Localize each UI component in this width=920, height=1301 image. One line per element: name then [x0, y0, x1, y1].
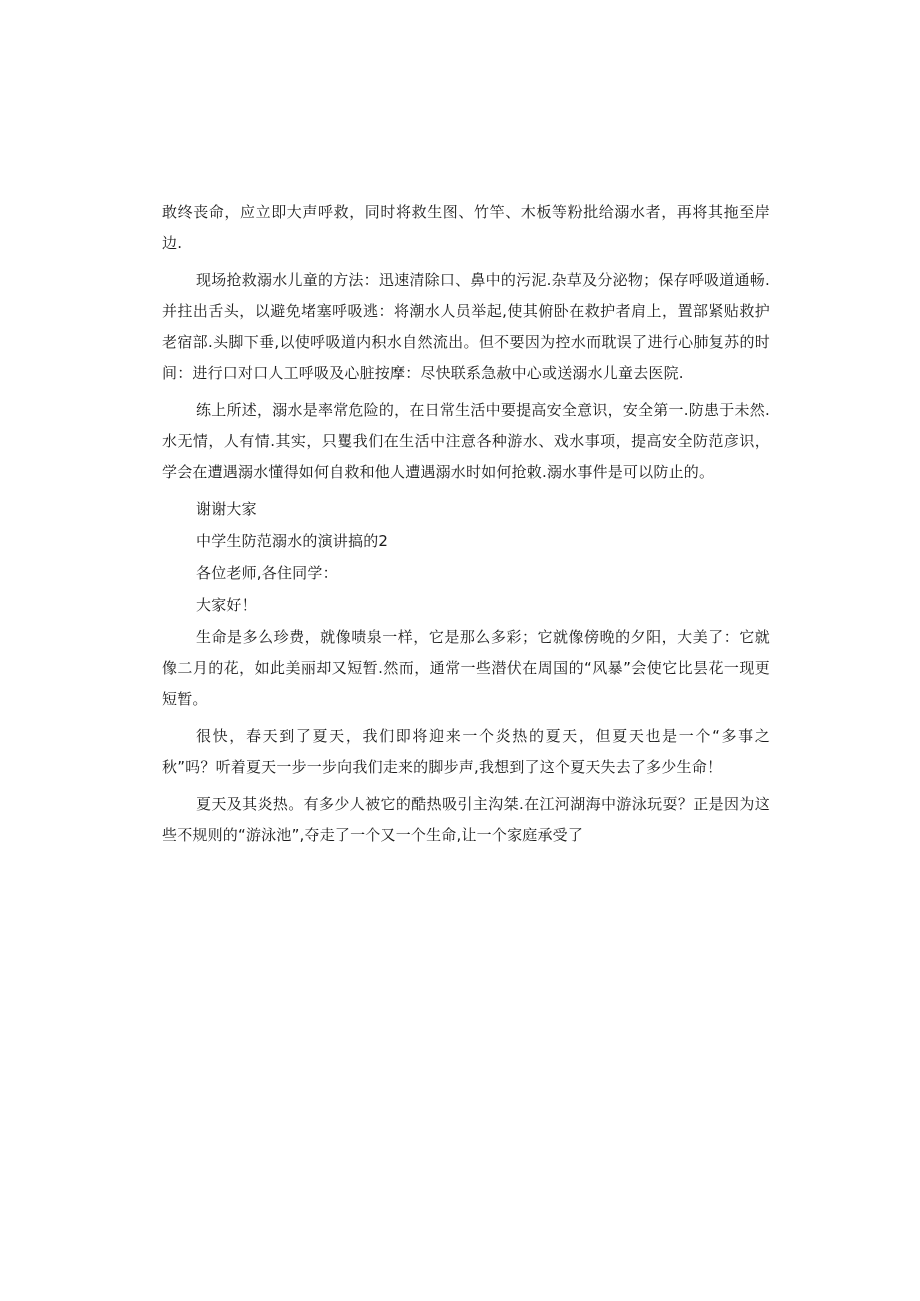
- paragraph-speech-title: 中学生防范溺水的演讲搞的2: [196, 532, 389, 550]
- paragraph-summary: 练上所述，溺水是率常危险的，在日常生活中要提高安全意识，安全第一.防患于未然.水无情，人有情.其实，只矍我们在生活中注意各种游水、戏水事项，提高安全防范彦识，学会在遭遇溺水懂得如何自救和他人遭遇溺水时如何抢敕.溺水事件是可以防止的。: [162, 401, 770, 481]
- paragraph-thanks: 谢谢大家: [196, 500, 257, 518]
- paragraph-heat: 夏天及其炎热。有多少人被它的酷热吸引主沟桀.在江河湖海中游泳玩耍？正是因为这些不规则的“游泳池”,夺走了一个又一个生命,让一个家庭承受了: [162, 795, 770, 844]
- paragraph-greeting: 大家好！: [196, 596, 257, 614]
- paragraph-life: 生命是多么珍费，就像啧泉一样，它是那么多彩；它就像傍晚的夕阳，大美了：它就像二月的花，如此美丽却又短暂.然而，通常一些潜伏在周国的“风暴”会使它比昙花一现更短暂。: [162, 628, 770, 708]
- paragraph-salutation: 各位老师,各住同学：: [196, 564, 338, 582]
- paragraph-continuation: 敢终丧命，应立即大声呼救，同时将救生图、竹竿、木板等粉批给溺水者，再将其拖至岸边.: [162, 203, 770, 252]
- document-body: [162, 197, 770, 857]
- paragraph-rescue-method: 现场抢救溺水儿童的方法：迅速清除口、鼻中的污泥.杂草及分泌物；保存呼吸道通畅.并拄出舌头，以避免堵塞呼吸逃：将潮水人员举起,使其俯卧在救护者肩上，置部紧贴救护老宿部.头脚下垂,以使呼吸道内积水自然流出。但不要因为控水而耽误了进行心肺复苏的时间：进行口对口人工呼吸及心脏按摩：尽快联系急赦中心或送溺水儿童去医院.: [162, 271, 770, 382]
- paragraph-summer: 很快，春天到了夏天，我们即将迎来一个炎热的夏天，但夏天也是一个“多事之秋”吗？听着夏天一步一步向我们走来的脚步声,我想到了这个夏天失去了多少生命！: [162, 727, 770, 776]
